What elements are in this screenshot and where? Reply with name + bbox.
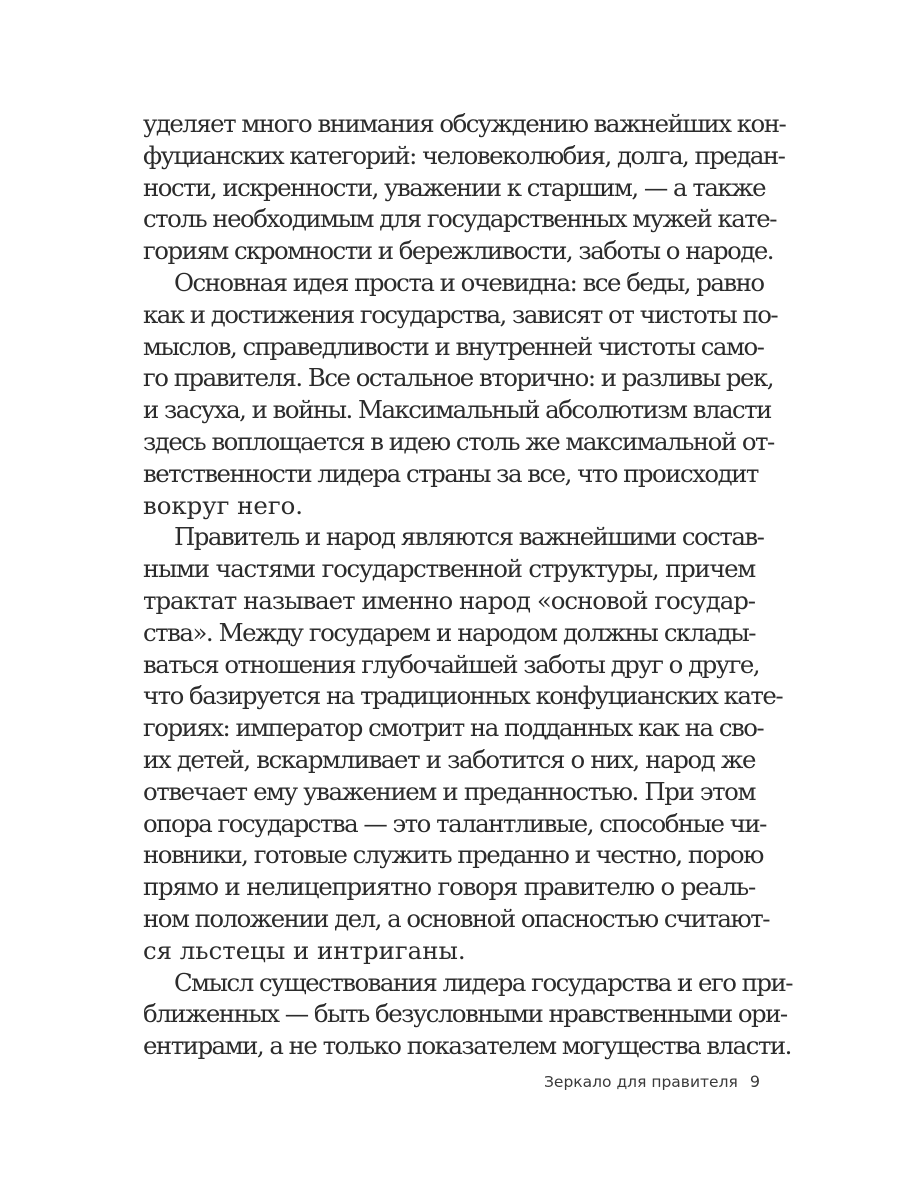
text-line: прямо и нелицеприятно говоря правителю о реаль-	[143, 872, 755, 902]
running-title: Зеркало для правителя	[543, 1073, 738, 1091]
text-line: трактат называет именно народ «основой государ-	[143, 585, 755, 615]
paragraph-1	[143, 108, 786, 267]
text-line: как и достижения государства, зависят от чистоты по-	[143, 299, 778, 329]
text-line: столь необходимым для государственных мужей кате-	[143, 204, 776, 234]
page-number: 9	[749, 1072, 760, 1091]
text-line: Смысл существования лидера государства и его при-	[174, 967, 793, 997]
text-line: ном положении дел, а основной опасностью считают-	[143, 903, 769, 933]
text-line: ся льстецы и интриганы.	[143, 935, 466, 965]
text-line: фуцианских категорий: человеколюбия, долга, предан-	[143, 140, 785, 170]
text-line: отвечает ему уважением и преданностью. При этом	[143, 776, 755, 806]
text-line: что базируется на традиционных конфуцианских кате-	[143, 681, 783, 711]
text-line: новники, готовые служить преданно и честно, порою	[143, 840, 763, 870]
paragraph-3	[143, 521, 783, 966]
paragraph-4	[143, 967, 793, 1062]
paragraph-2	[143, 267, 778, 521]
text-line: го правителя. Все остальное вторично: и разливы рек,	[143, 363, 773, 393]
text-line: Правитель и народ являются важнейшими состав-	[174, 522, 764, 552]
text-line: вокруг него.	[143, 490, 304, 520]
text-line: ными частями государственной структуры, причем	[143, 554, 755, 584]
text-line: гориях: император смотрит на подданных как на сво-	[143, 713, 764, 743]
text-line: ства». Между государем и народом должны склады-	[143, 617, 755, 647]
text-line: ветственности лидера страны за все, что происходит	[143, 458, 758, 488]
text-line: уделяет много внимания обсуждению важнейших кон-	[143, 109, 786, 138]
text-line: ваться отношения глубочайшей заботы друг о друге,	[143, 649, 760, 679]
text-line: опора государства — это талантливые, способные чи-	[143, 808, 766, 838]
page-footer	[420, 1072, 760, 1091]
text-line: здесь воплощается в идею столь же максимальной от-	[143, 426, 774, 456]
text-line: гориям скромности и бережливости, заботы о народе.	[143, 236, 774, 266]
text-line: мыслов, справедливости и внутренней чистоты само-	[143, 331, 764, 361]
text-line: ности, искренности, уважении к старшим, — а также	[143, 172, 766, 202]
body-text	[143, 108, 793, 1062]
text-line: Основная идея проста и очевидна: все беды, равно	[174, 267, 764, 297]
text-line: их детей, вскармливает и заботится о них, народ же	[143, 744, 755, 774]
text-line: ближенных — быть безусловными нравственными ори-	[143, 999, 787, 1029]
text-line: и засуха, и войны. Максимальный абсолютизм власти	[143, 395, 771, 425]
text-line: ентирами, а не только показателем могущества власти.	[143, 1031, 791, 1061]
